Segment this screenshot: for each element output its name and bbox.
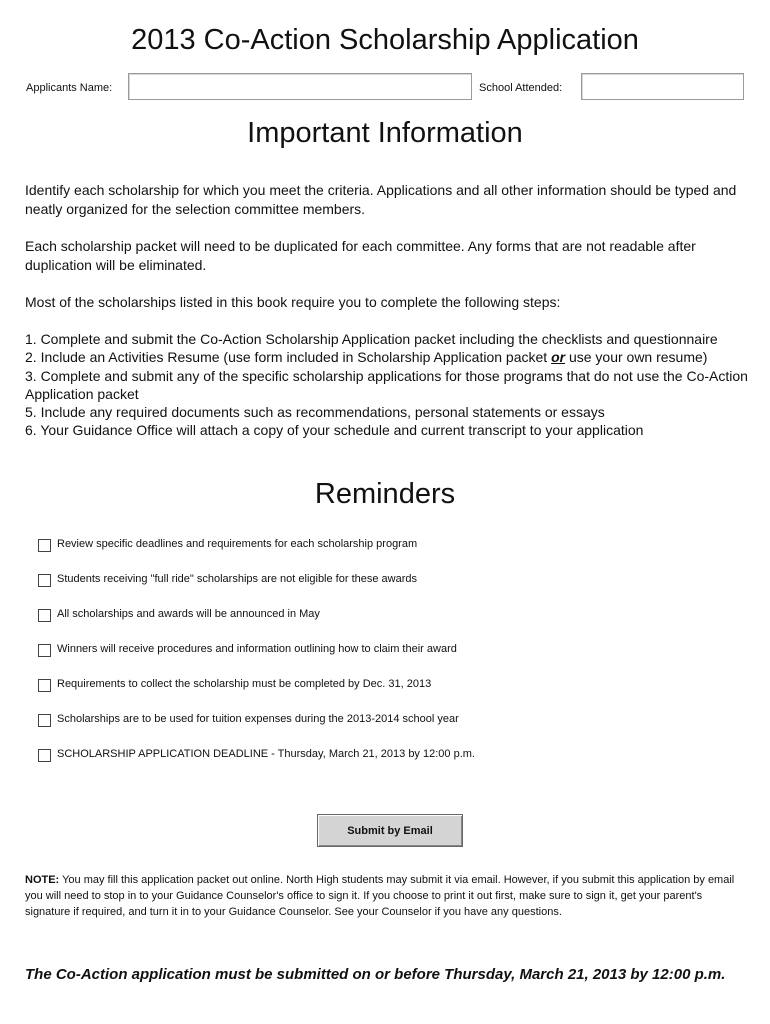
- reminder-checkbox[interactable]: [38, 539, 51, 552]
- reminder-item: [38, 606, 738, 641]
- reminder-label: Students receiving "full ride" scholarships are not eligible for these awards: [57, 573, 417, 585]
- duplication-paragraph: Each scholarship packet will need to be duplicated for each committee. Any forms that are not readable after duplication will be eliminated.: [25, 238, 696, 273]
- reminder-item: [38, 746, 738, 781]
- steps-list: [25, 330, 750, 440]
- reminder-label: SCHOLARSHIP APPLICATION DEADLINE - Thursday, March 21, 2013 by 12:00 p.m.: [57, 748, 475, 760]
- reminder-label: Requirements to collect the scholarship must be completed by Dec. 31, 2013: [57, 678, 432, 690]
- reminder-item: [38, 571, 738, 606]
- school-attended-label: School Attended:: [479, 82, 563, 94]
- intro-paragraph: Identify each scholarship for which you meet the criteria. Applications and all other information should be typed and neatly organized for the selection committee members.: [25, 182, 737, 217]
- applicant-name-field[interactable]: [128, 73, 472, 100]
- reminder-item: [38, 711, 738, 746]
- step-item: 1. Complete and submit the Co-Action Scholarship Application packet including the checklists and questionnaire: [25, 331, 718, 347]
- steps-intro-paragraph: Most of the scholarships listed in this book require you to complete the following steps:: [25, 294, 561, 310]
- deadline-statement: The Co-Action application must be submitted on or before Thursday, March 21, 2013 by 12:00 p.m.: [25, 966, 726, 983]
- step-item: 6. Your Guidance Office will attach a copy of your schedule and current transcript to your application: [25, 422, 644, 439]
- applicant-name-label: Applicants Name:: [26, 82, 113, 94]
- reminder-label: All scholarships and awards will be announced in May: [57, 608, 320, 620]
- school-attended-field[interactable]: [581, 73, 744, 100]
- reminders-heading: Reminders: [314, 478, 456, 510]
- reminder-label: Review specific deadlines and requirements for each scholarship program: [57, 538, 418, 550]
- note-paragraph: [25, 872, 750, 920]
- reminder-checkbox[interactable]: [38, 749, 51, 762]
- step-item: [25, 348, 750, 366]
- reminder-checkbox[interactable]: [38, 714, 51, 727]
- reminder-item: [38, 676, 738, 711]
- step-item: 5. Include any required documents such as recommendations, personal statements or essays: [25, 404, 605, 421]
- reminder-label: Scholarships are to be used for tuition expenses during the 2013-2014 school year: [57, 713, 459, 725]
- page-title: 2013 Co-Action Scholarship Application: [131, 24, 639, 56]
- note-text: You may fill this application packet out online. North High students may submit it via email. However, if you submit this application by email you will need to stop in to your Guidance Counselor's office to sign it. If you choose to print it out first, make sure to sign it, get your parent's signature if required, and turn it in to your Guidance Counselor. See your Counselor if you have any questions.: [25, 874, 735, 918]
- reminder-checkbox[interactable]: [38, 609, 51, 622]
- reminder-item: [38, 641, 738, 676]
- step-item: 3. Complete and submit any of the specific scholarship applications for those programs that do not use the Co-Action Application packet: [25, 367, 748, 402]
- reminder-item: [38, 536, 738, 571]
- reminder-checkbox[interactable]: [38, 644, 51, 657]
- step-text: 2. Include an Activities Resume (use form included in Scholarship Application packet: [25, 349, 552, 366]
- note-label: NOTE:: [25, 874, 60, 886]
- reminder-checkbox[interactable]: [38, 574, 51, 587]
- reminders-list: [38, 536, 738, 781]
- submit-by-email-button[interactable]: Submit by Email: [317, 814, 463, 847]
- reminder-checkbox[interactable]: [38, 679, 51, 692]
- step-emphasis: or: [551, 349, 566, 366]
- important-information-heading: Important Information: [247, 117, 523, 149]
- reminder-label: Winners will receive procedures and information outlining how to claim their award: [57, 643, 457, 655]
- step-text: use your own resume): [565, 349, 708, 366]
